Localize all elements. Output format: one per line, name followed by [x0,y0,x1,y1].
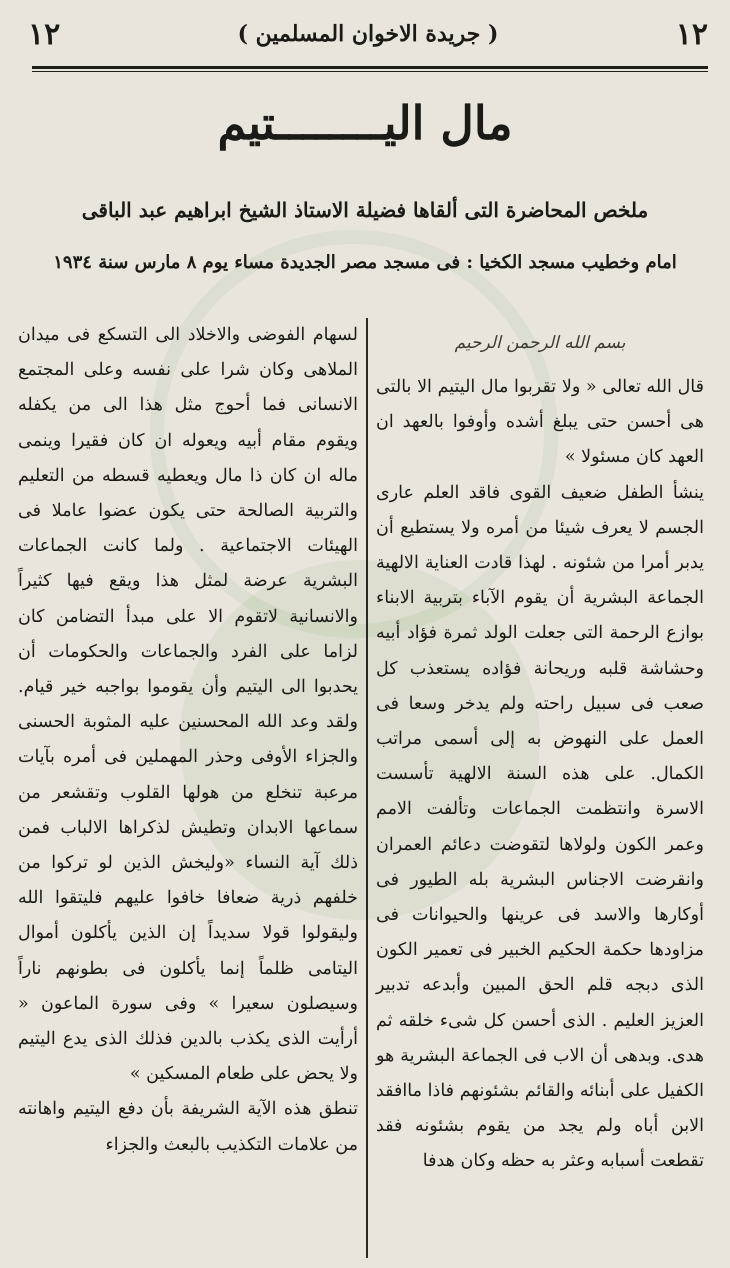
paragraph: تنطق هذه الآية الشريفة بأن دفع اليتيم واهانته من علامات التكذيب بالبعث والجزاء [18,1099,358,1155]
article-subtitle: ملخص المحاضرة التى ألقاها فضيلة الاستاذ الشيخ ابراهيم عبد الباقى [81,198,649,222]
right-column [376,318,704,1180]
paragraph: قال الله تعالى « ولا تقربوا مال اليتيم الا بالتى هى أحسن حتى يبلغ أشده وأوفوا بالعهد ان العهد كان مسئولا » [376,377,704,468]
page-header [28,8,708,60]
paragraph: ينشأ الطفل ضعيف القوى فاقد العلم عارى الجسم لا يعرف شيئا من أمره ولا يستطيع أن يدبر أمرا من شئونه . لهذا قادت العناية الالهية الجماعة البشرية أن يقوم الآباء بتربية الابناء بوازع الرحمة التى جعلت الولد ثمرة فؤاد أبيه وحشاشة قلبه وريحانة فؤاده يستعذب كل صعب فى سبيل راحته ولم يدخر وسعا فى العمل على النهوض به إلى أسمى مراتب الكمال. على هذه السنة الالهية تأسست الاسرة وانتظمت الجماعات وتألفت الامم وعمر الكون ولولاها لتقوضت دعائم العمران وانقرضت الاجناس البشرية بله الطيور فى أوكارها والاسد فى عرينها والحيوانات فى مزاودها حكمة الحكيم الخبير فى تعمير الكون الذى دبجه قلم الحق المبين وأبدعه تدبير العزيز العليم . الذى أحسن كل شىء خلقه ثم هدى. وبدهى أن الاب فى الجماعة البشرية هو الكفيل على أبنائه والقائم بشئونهم فاذا ماافقد الابن أباه ولم يجد من يقوم بشئونه فقد تقطعت أسبابه وعثر به حظه وكان هدفا [376,482,704,1172]
bismillah-calligraphy: بسم الله الرحمن الرحيم [454,333,626,354]
column-divider [366,318,368,1258]
newspaper-name: ( جريدة الاخوان المسلمين ) [237,21,499,47]
article-title: مال اليــــــــتيم [217,96,513,150]
left-column [18,318,358,1163]
header-rule-thick [32,66,708,69]
article-byline: امام وخطيب مسجد الكخيا : فى مسجد مصر الجديدة مساء يوم ٨ مارس سنة ١٩٣٤ [53,252,677,273]
page-number-left: ١٢ [28,16,61,52]
paragraph: لسهام الفوضى والاخلاد الى التسكع فى ميدان الملاهى وكان شرا على نفسه وعلى المجتمع الانسانى فما أحوج مثل هذا الى من يكفله ويقوم مقام أبيه ويعوله ان كان فقيرا وينمى ماله ان كان ذا مال ويعطيه قسطه من التعليم والتربية الصالحة حتى يكون عضوا عاملا فى الهيئات الاجتماعية . ولما كانت الجماعات البشرية عرضة لمثل هذا ويقع فيها كثيراً والانسانية لاتقوم الا على مبدأ التضامن كان لزاما على الفرد والجماعات والحكومات أن يحدبوا الى اليتيم وأن يقوموا بواجبه خير قيام. ولقد وعد الله المحسنين عليه المثوبة الحسنى والجزاء الأوفى وحذر المهملين فى أمره بآيات مرعبة تنخلع من هولها القلوب وتقشعر من سماعها الابدان وتطيش لذكراها الالباب فمن ذلك آية النساء «وليخش الذين لو تركوا من خلفهم ذرية ضعافا خافوا عليهم فليتقوا الله وليقولوا قولا سديداً إن الذين يأكلون أموال اليتامى ظلماً إنما يأكلون فى بطونهم ناراً وسيصلون سعيرا » وفى سورة الماعون « أرأيت الذى يكذب بالدين فذلك الذى يدع اليتيم ولا يحض على طعام المسكين » [18,325,358,1085]
header-rule-thin [32,71,708,72]
page-number-right: ١٢ [675,16,708,52]
